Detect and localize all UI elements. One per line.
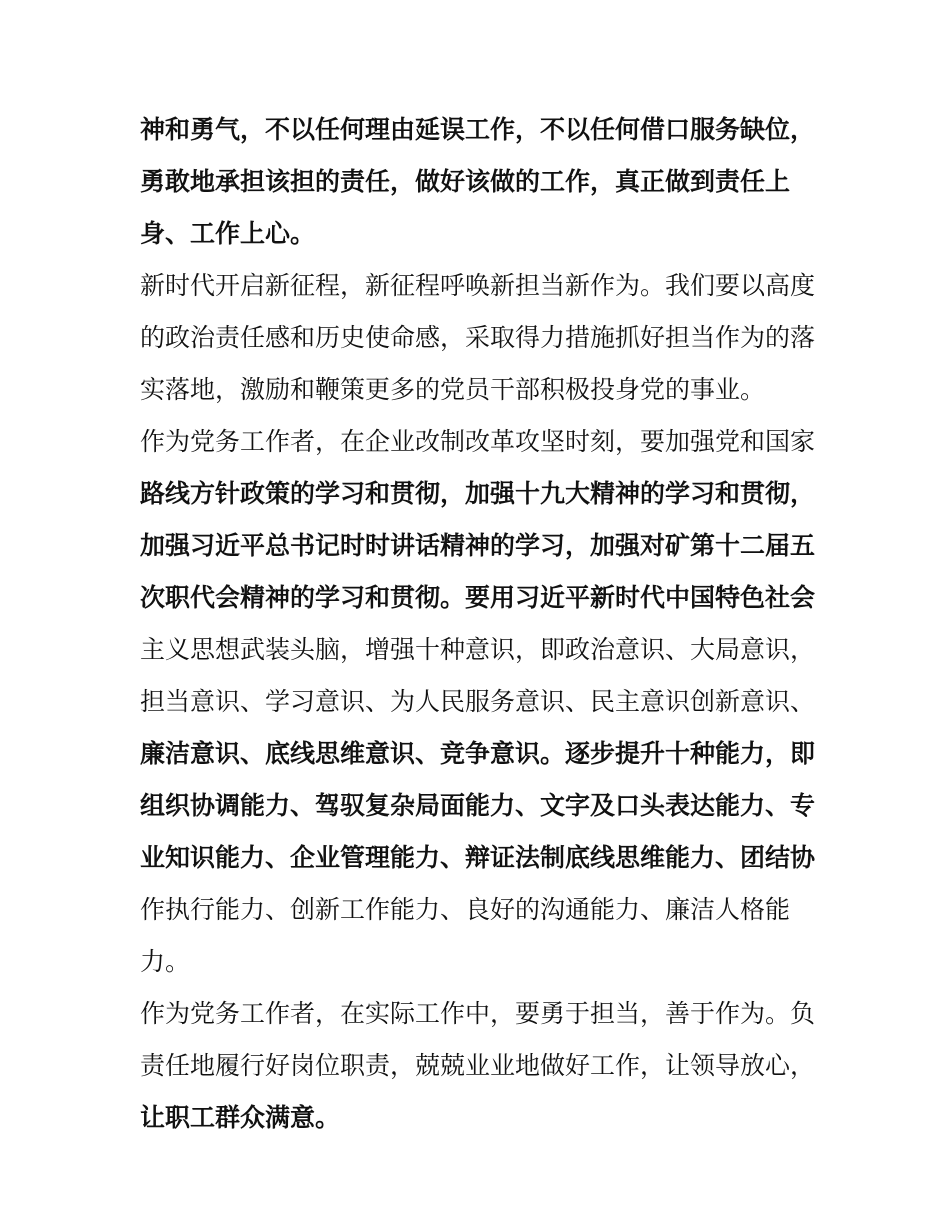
text-line: 新时代开启新征程，新征程呼唤新担当新作为。我们要以高度 bbox=[140, 271, 816, 300]
text-line: 的政治责任感和历史使命感，采取得力措施抓好担当作为的落 bbox=[140, 323, 816, 352]
text-line: 组织协调能力、驾驭复杂局面能力、文字及口头表达能力、专 bbox=[140, 791, 816, 820]
text-line: 力。 bbox=[140, 947, 191, 976]
body-text bbox=[140, 104, 820, 1144]
text-line: 实落地，激励和鞭策更多的党员干部积极投身党的事业。 bbox=[140, 375, 766, 404]
text-line: 神和勇气，不以任何理由延误工作，不以任何借口服务缺位， bbox=[140, 115, 816, 144]
text-line: 勇敢地承担该担的责任，做好该做的工作，真正做到责任上 bbox=[140, 167, 791, 196]
text-line: 业知识能力、企业管理能力、辩证法制底线思维能力、团结协 bbox=[140, 843, 816, 872]
text-line: 廉洁意识、底线思维意识、竞争意识。逐步提升十种能力，即 bbox=[140, 739, 816, 768]
text-line: 路线方针政策的学习和贯彻，加强十九大精神的学习和贯彻， bbox=[140, 479, 816, 508]
text-line: 加强习近平总书记时时讲话精神的学习，加强对矿第十二届五 bbox=[140, 531, 816, 560]
text-line: 作为党务工作者，在企业改制改革攻坚时刻，要加强党和国家 bbox=[140, 427, 816, 456]
text-line: 次职代会精神的学习和贯彻。要用习近平新时代中国特色社会 bbox=[140, 583, 816, 612]
text-line: 作执行能力、创新工作能力、良好的沟通能力、廉洁人格能 bbox=[140, 895, 791, 924]
text-line: 作为党务工作者，在实际工作中，要勇于担当，善于作为。负 bbox=[140, 999, 816, 1028]
text-line: 担当意识、学习意识、为人民服务意识、民主意识创新意识、 bbox=[140, 687, 816, 716]
text-line: 让职工群众满意。 bbox=[140, 1103, 341, 1132]
text-line: 身、工作上心。 bbox=[140, 219, 316, 248]
text-line: 主义思想武装头脑，增强十种意识，即政治意识、大局意识， bbox=[140, 635, 816, 664]
text-line: 责任地履行好岗位职责，兢兢业业地做好工作，让领导放心， bbox=[140, 1051, 816, 1080]
